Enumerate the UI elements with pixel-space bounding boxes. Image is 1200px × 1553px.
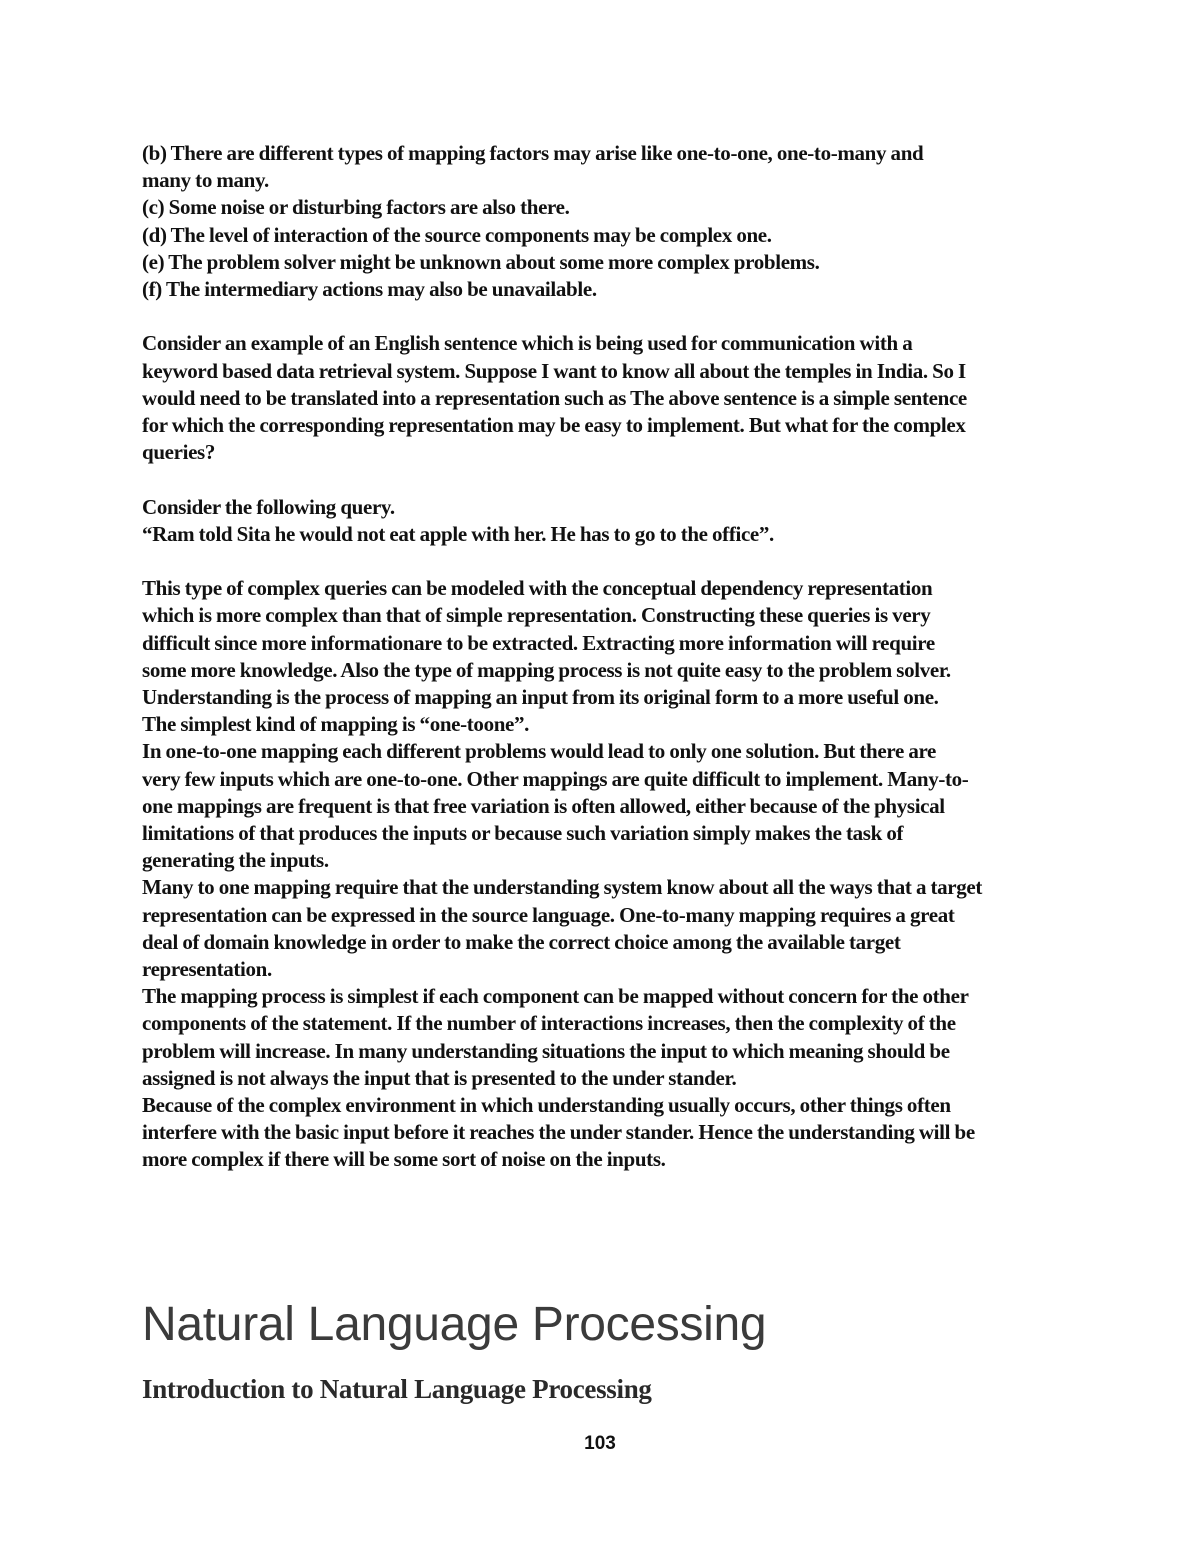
body-text [142,140,1072,1174]
body-line: representation. [142,957,272,982]
body-line: which is more complex than that of simple representation. Constructing these queries is very [142,603,931,628]
body-line: very few inputs which are one-to-one. Other mappings are quite difficult to implement. Many-to- [142,766,969,791]
body-line: representation can be expressed in the source language. One-to-many mapping requires a great [142,902,955,927]
body-line: some more knowledge. Also the type of mapping process is not quite easy to the problem solver. [142,657,951,682]
paragraph-gap [142,303,1072,330]
body-line: difficult since more informationare to be extracted. Extracting more information will require [142,630,935,655]
body-line: (d) The level of interaction of the source components may be complex one. [142,222,772,247]
body-line: “Ram told Sita he would not eat apple with her. He has to go to the office”. [142,521,774,546]
body-line: would need to be translated into a representation such as The above sentence is a simple sentence [142,385,967,410]
body-line: The mapping process is simplest if each component can be mapped without concern for the other [142,984,969,1009]
body-line: Consider the following query. [142,494,395,519]
body-line: generating the inputs. [142,848,329,873]
body-line: assigned is not always the input that is presented to the under stander. [142,1065,737,1090]
body-line: Because of the complex environment in which understanding usually occurs, other things often [142,1093,951,1118]
body-line: one mappings are frequent is that free variation is often allowed, either because of the physical [142,793,945,818]
body-line: problem will increase. In many understanding situations the input to which meaning should be [142,1038,950,1063]
body-line: many to many. [142,168,269,193]
body-line: deal of domain knowledge in order to make the correct choice among the available target [142,929,901,954]
body-line: queries? [142,440,216,465]
paragraph-gap [142,548,1072,575]
paragraph-gap [142,466,1072,493]
body-line: (c) Some noise or disturbing factors are also there. [142,195,570,220]
body-line: (f) The intermediary actions may also be unavailable. [142,277,597,302]
body-line: Consider an example of an English sentence which is being used for communication with a [142,331,913,356]
body-line: interfere with the basic input before it reaches the under stander. Hence the understanding will be [142,1120,975,1145]
section-title: Introduction to Natural Language Processing [142,1374,652,1404]
body-line: limitations of that produces the inputs or because such variation simply makes the task of [142,821,904,846]
body-line: Understanding is the process of mapping an input from its original form to a more useful one. [142,685,939,710]
body-line: keyword based data retrieval system. Suppose I want to know all about the temples in India. So I [142,358,966,383]
body-line: (e) The problem solver might be unknown about some more complex problems. [142,249,820,274]
body-line: In one-to-one mapping each different problems would lead to only one solution. But there are [142,739,937,764]
chapter-title: Natural Language Processing [142,1298,767,1351]
page-number: 103 [584,1433,616,1454]
body-line: components of the statement. If the number of interactions increases, then the complexity of the [142,1011,956,1036]
body-line: Many to one mapping require that the understanding system know about all the ways that a target [142,875,983,900]
body-line: The simplest kind of mapping is “one-toone”. [142,712,530,737]
body-line: more complex if there will be some sort of noise on the inputs. [142,1147,666,1172]
body-line: for which the corresponding representation may be easy to implement. But what for the complex [142,413,966,438]
body-line: (b) There are different types of mapping factors may arise like one-to-one, one-to-many and [142,141,924,165]
body-line: This type of complex queries can be modeled with the conceptual dependency representation [142,576,933,601]
